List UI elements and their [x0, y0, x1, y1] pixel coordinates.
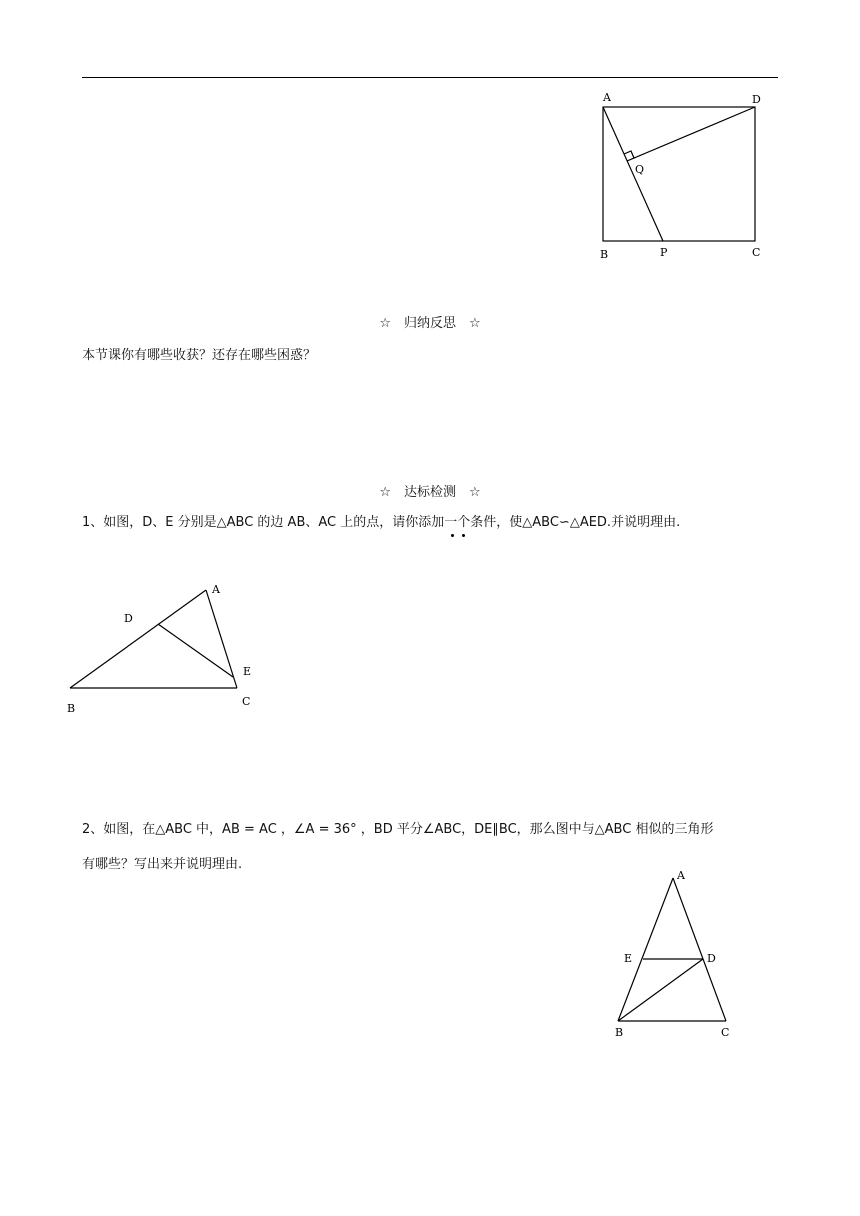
- label-a: A: [212, 583, 220, 596]
- label-q: Q: [635, 163, 645, 176]
- figure-square: [590, 88, 780, 268]
- section-heading-test: ☆ 达标检测 ☆: [379, 485, 481, 500]
- question-2-line-1: 2、如图，在△ABC 中，AB = AC ，∠A = 36° ，BD 平分∠ABC，DE∥BC，那么图中与△ABC 相似的三角形: [82, 822, 714, 837]
- question-2-line-2: 有哪些？写出来并说明理由.: [82, 857, 243, 872]
- question-1-before: 1、如图，D、E 分别是△ABC 的边 AB、AC 上的点，请你添加: [82, 515, 445, 530]
- label-b: B: [600, 248, 609, 261]
- question-1-after: 条件，使△ABC∽△AED.并说明理由.: [470, 515, 681, 530]
- label-d: D: [707, 952, 716, 965]
- label-c: C: [242, 695, 251, 708]
- label-b: B: [67, 702, 76, 715]
- label-e: E: [243, 665, 252, 678]
- label-a: A: [677, 869, 685, 882]
- question-1-emphasis: 一个: [444, 513, 470, 533]
- segment-ac: [673, 878, 726, 1021]
- segment-ac: [206, 590, 237, 688]
- section-heading-reflect: ☆ 归纳反思 ☆: [379, 316, 481, 331]
- question-1: [82, 513, 680, 533]
- segment-de: [158, 624, 233, 677]
- label-d: D: [124, 612, 133, 625]
- label-b: B: [615, 1026, 624, 1039]
- label-c: C: [721, 1026, 730, 1039]
- segment-bd: [618, 959, 703, 1021]
- figure-q2: [610, 868, 750, 1048]
- segment-ap: [603, 107, 663, 241]
- header-rule: [82, 77, 778, 78]
- label-a: A: [603, 91, 611, 104]
- reflect-prompt: 本节课你有哪些收获？还存在哪些困惑？: [82, 348, 317, 363]
- segment-dq: [627, 107, 755, 161]
- label-c: C: [752, 246, 761, 259]
- square-outline: [603, 107, 755, 241]
- label-d: D: [752, 93, 761, 106]
- segment-ab: [618, 878, 673, 1021]
- label-p: P: [660, 246, 668, 259]
- segment-ba: [70, 590, 206, 688]
- label-e: E: [624, 952, 633, 965]
- figure-q1: [60, 578, 270, 728]
